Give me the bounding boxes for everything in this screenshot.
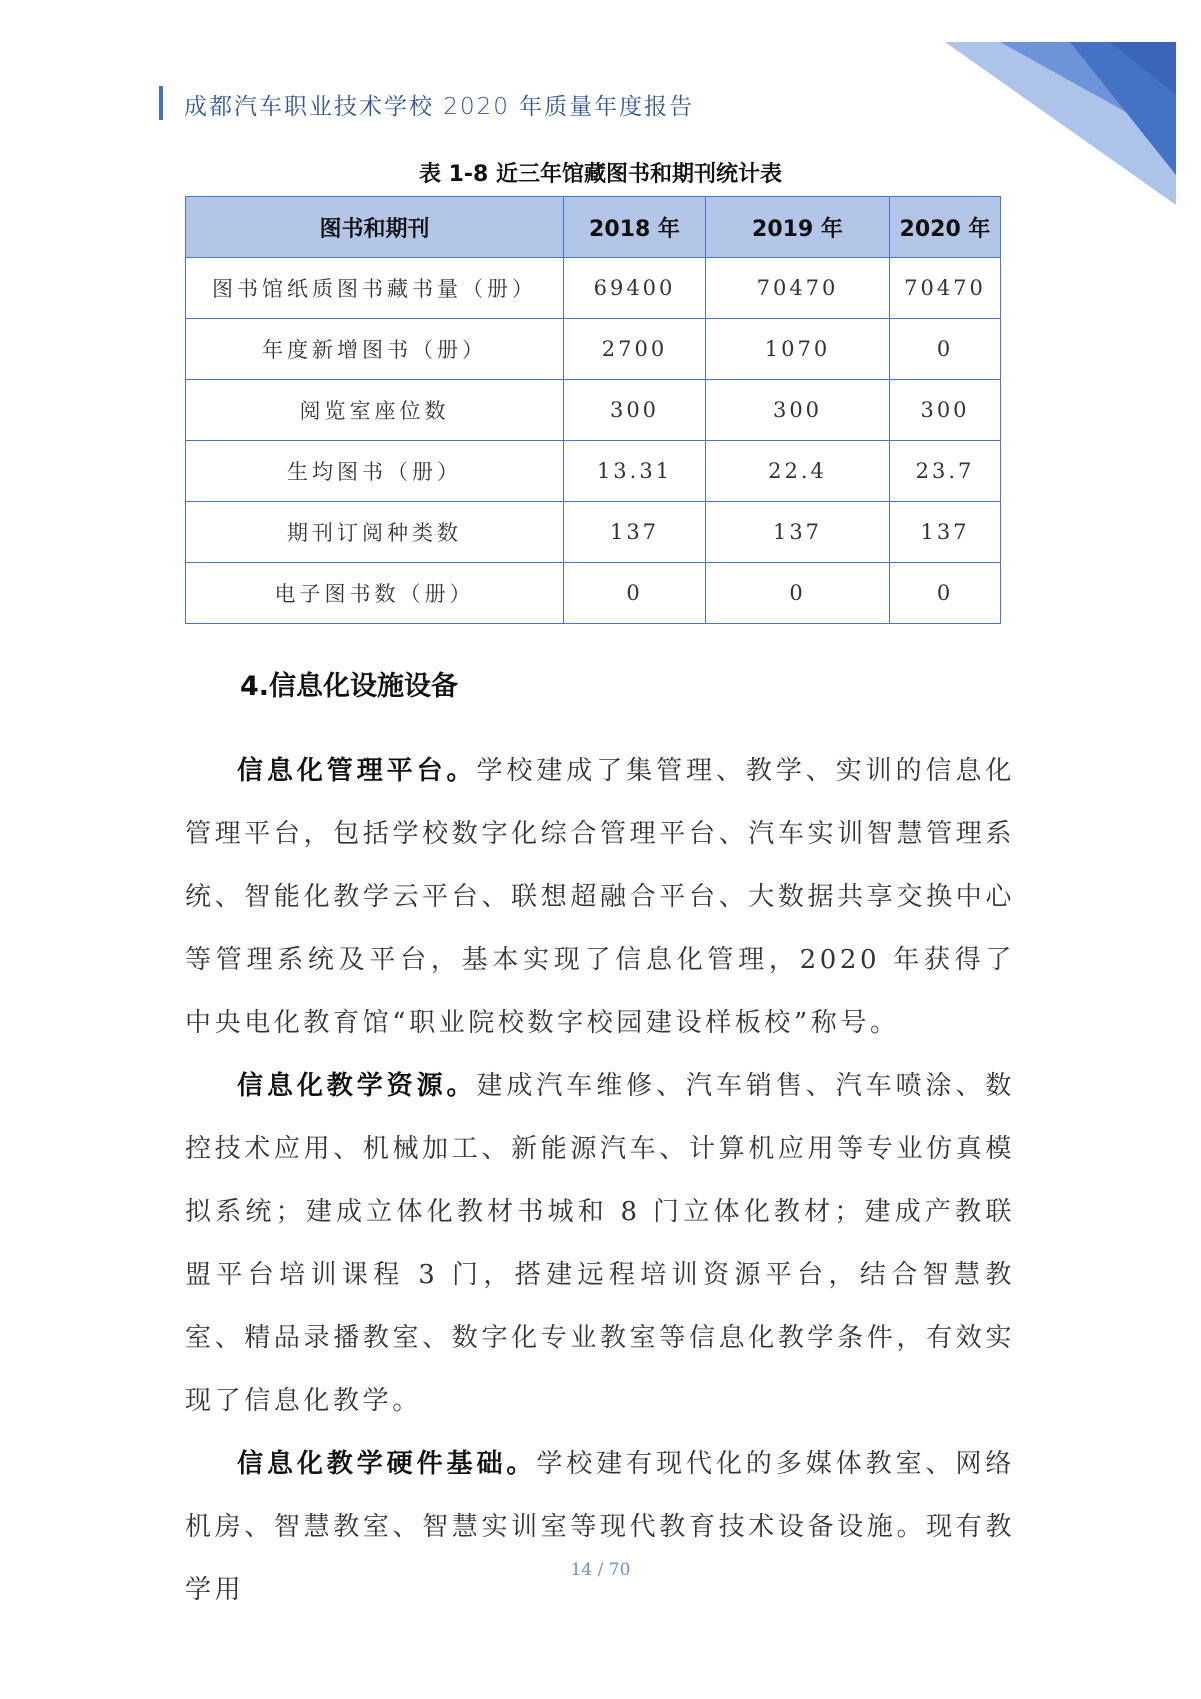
table-row <box>186 319 1001 380</box>
section-heading: 4.信息化设施设备 <box>240 671 459 702</box>
row-label: 生均图书（册） <box>186 441 564 502</box>
column-header: 2020 年 <box>890 197 1001 258</box>
row-label: 年度新增图书（册） <box>186 319 564 380</box>
paragraph-text: 建成汽车维修、汽车销售、汽车喷涂、数控技术应用、机械加工、新能源汽车、计算机应用等专业仿真模拟系统；建成立体化教材书城和 8 门立体化教材；建成产教联盟平台培训课程 3 门，搭建远程培训资源平台，结合智慧教室、精品录播教室、数字化专业教室等信息化教学条件，有效实现了信息化教学。 <box>185 1071 1015 1416</box>
header-accent-bar <box>159 86 163 120</box>
cell-2018: 2700 <box>564 319 706 380</box>
library-stats-table <box>185 196 1001 624</box>
table-row <box>186 258 1001 319</box>
cell-2020: 70470 <box>890 258 1001 319</box>
cell-2019: 137 <box>706 502 890 563</box>
cell-2018: 300 <box>564 380 706 441</box>
cell-2018: 13.31 <box>564 441 706 502</box>
cell-2020: 23.7 <box>890 441 1001 502</box>
cell-2018: 69400 <box>564 258 706 319</box>
cell-2019: 22.4 <box>706 441 890 502</box>
paragraph-text: 学校建有现代化的多媒体教室、网络机房、智慧教室、智慧实训室等现代教育技术设备设施。现有教学用 <box>185 1449 1015 1605</box>
paragraph-management-platform <box>185 740 1015 1055</box>
cell-2020: 137 <box>890 502 1001 563</box>
table-row <box>186 380 1001 441</box>
paragraph-teaching-resources <box>185 1055 1015 1433</box>
paragraph-hardware <box>185 1433 1015 1622</box>
header-title: 成都汽车职业技术学校 2020 年质量年度报告 <box>184 94 695 120</box>
cell-2020: 300 <box>890 380 1001 441</box>
row-label: 期刊订阅种类数 <box>186 502 564 563</box>
cell-2018: 137 <box>564 502 706 563</box>
paragraph-lead: 信息化管理平台。 <box>237 756 477 786</box>
cell-2020: 0 <box>890 563 1001 624</box>
column-header: 2018 年 <box>564 197 706 258</box>
table-caption: 表 1-8 近三年馆藏图书和期刊统计表 <box>418 162 783 187</box>
cell-2019: 1070 <box>706 319 890 380</box>
table-header-row <box>186 197 1001 258</box>
cell-2019: 300 <box>706 380 890 441</box>
body-text <box>185 740 1015 1622</box>
table-row <box>186 502 1001 563</box>
cell-2020: 0 <box>890 319 1001 380</box>
paragraph-lead: 信息化教学资源。 <box>237 1071 477 1101</box>
table-row <box>186 441 1001 502</box>
column-header: 2019 年 <box>706 197 890 258</box>
column-header: 图书和期刊 <box>186 197 564 258</box>
cell-2018: 0 <box>564 563 706 624</box>
paragraph-text: 学校建成了集管理、教学、实训的信息化管理平台，包括学校数字化综合管理平台、汽车实训智慧管理系统、智能化教学云平台、联想超融合平台、大数据共享交换中心等管理系统及平台，基本实现了信息化管理，2020 年获得了中央电化教育馆“职业院校数字校园建设样板校”称号。 <box>185 756 1015 1038</box>
page-number: 14 / 70 <box>570 1560 631 1580</box>
paragraph-lead: 信息化教学硬件基础。 <box>237 1449 537 1479</box>
row-label: 阅览室座位数 <box>186 380 564 441</box>
row-label: 图书馆纸质图书藏书量（册） <box>186 258 564 319</box>
cell-2019: 0 <box>706 563 890 624</box>
row-label: 电子图书数（册） <box>186 563 564 624</box>
cell-2019: 70470 <box>706 258 890 319</box>
table-row <box>186 563 1001 624</box>
